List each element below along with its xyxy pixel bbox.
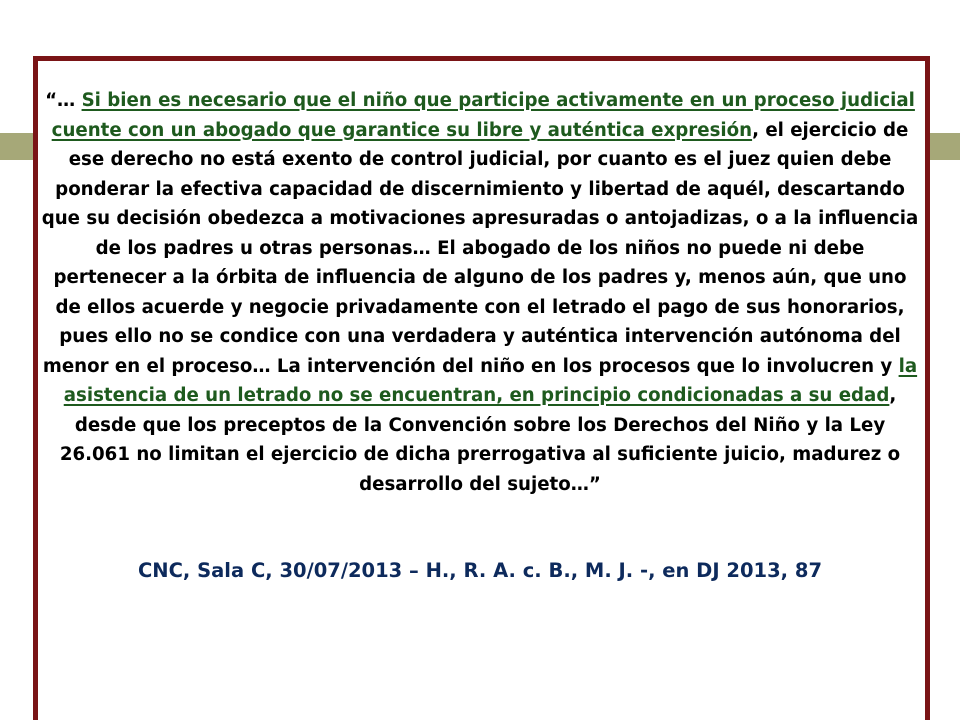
quote-text-3: , desde que los preceptos de la Convención sobre los Derechos del Niño y la Ley 26.061 no limitan el ejercicio de dicha prerrogativa al suficiente juicio, madurez o desarrollo del sujeto…” [59, 385, 901, 495]
case-citation: CNC, Sala C, 30/07/2013 – H., R. A. c. B., M. J. -, en DJ 2013, 87 [137, 559, 823, 582]
quote-open-mark: “… [45, 90, 82, 111]
quote-paragraph [40, 86, 920, 499]
quote-text-1: , el ejercicio de ese derecho no está exento de control judicial, por cuanto es el juez quien debe ponderar la efectiva capacidad de discernimiento y libertad de aquél, descartando que su decisión obedezca a motivaciones apresuradas o antojadizas, o a la influencia de los padres u otras personas… [41, 119, 919, 259]
quote-underlined-phrase-2: la asistencia de un letrado no se encuentran, en principio condicionadas a su edad [63, 355, 918, 406]
quote-text-2: El abogado de los niños no puede ni debe pertenecer a la órbita de influencia de alguno de los padres y, menos aún, que uno de ellos acuerde y negocie privadamente con el letrado el pago de sus honorarios, pues ello no se condice con una verdadera y auténtica intervención autónoma del menor en el proceso… La intervención del niño en los procesos que lo involucren y [42, 237, 907, 377]
quote-underlined-phrase-1: Si bien es necesario que el niño que participe activamente en un proceso judicial cuente con un abogado que garantice su libre y auténtica expresión [51, 90, 915, 141]
